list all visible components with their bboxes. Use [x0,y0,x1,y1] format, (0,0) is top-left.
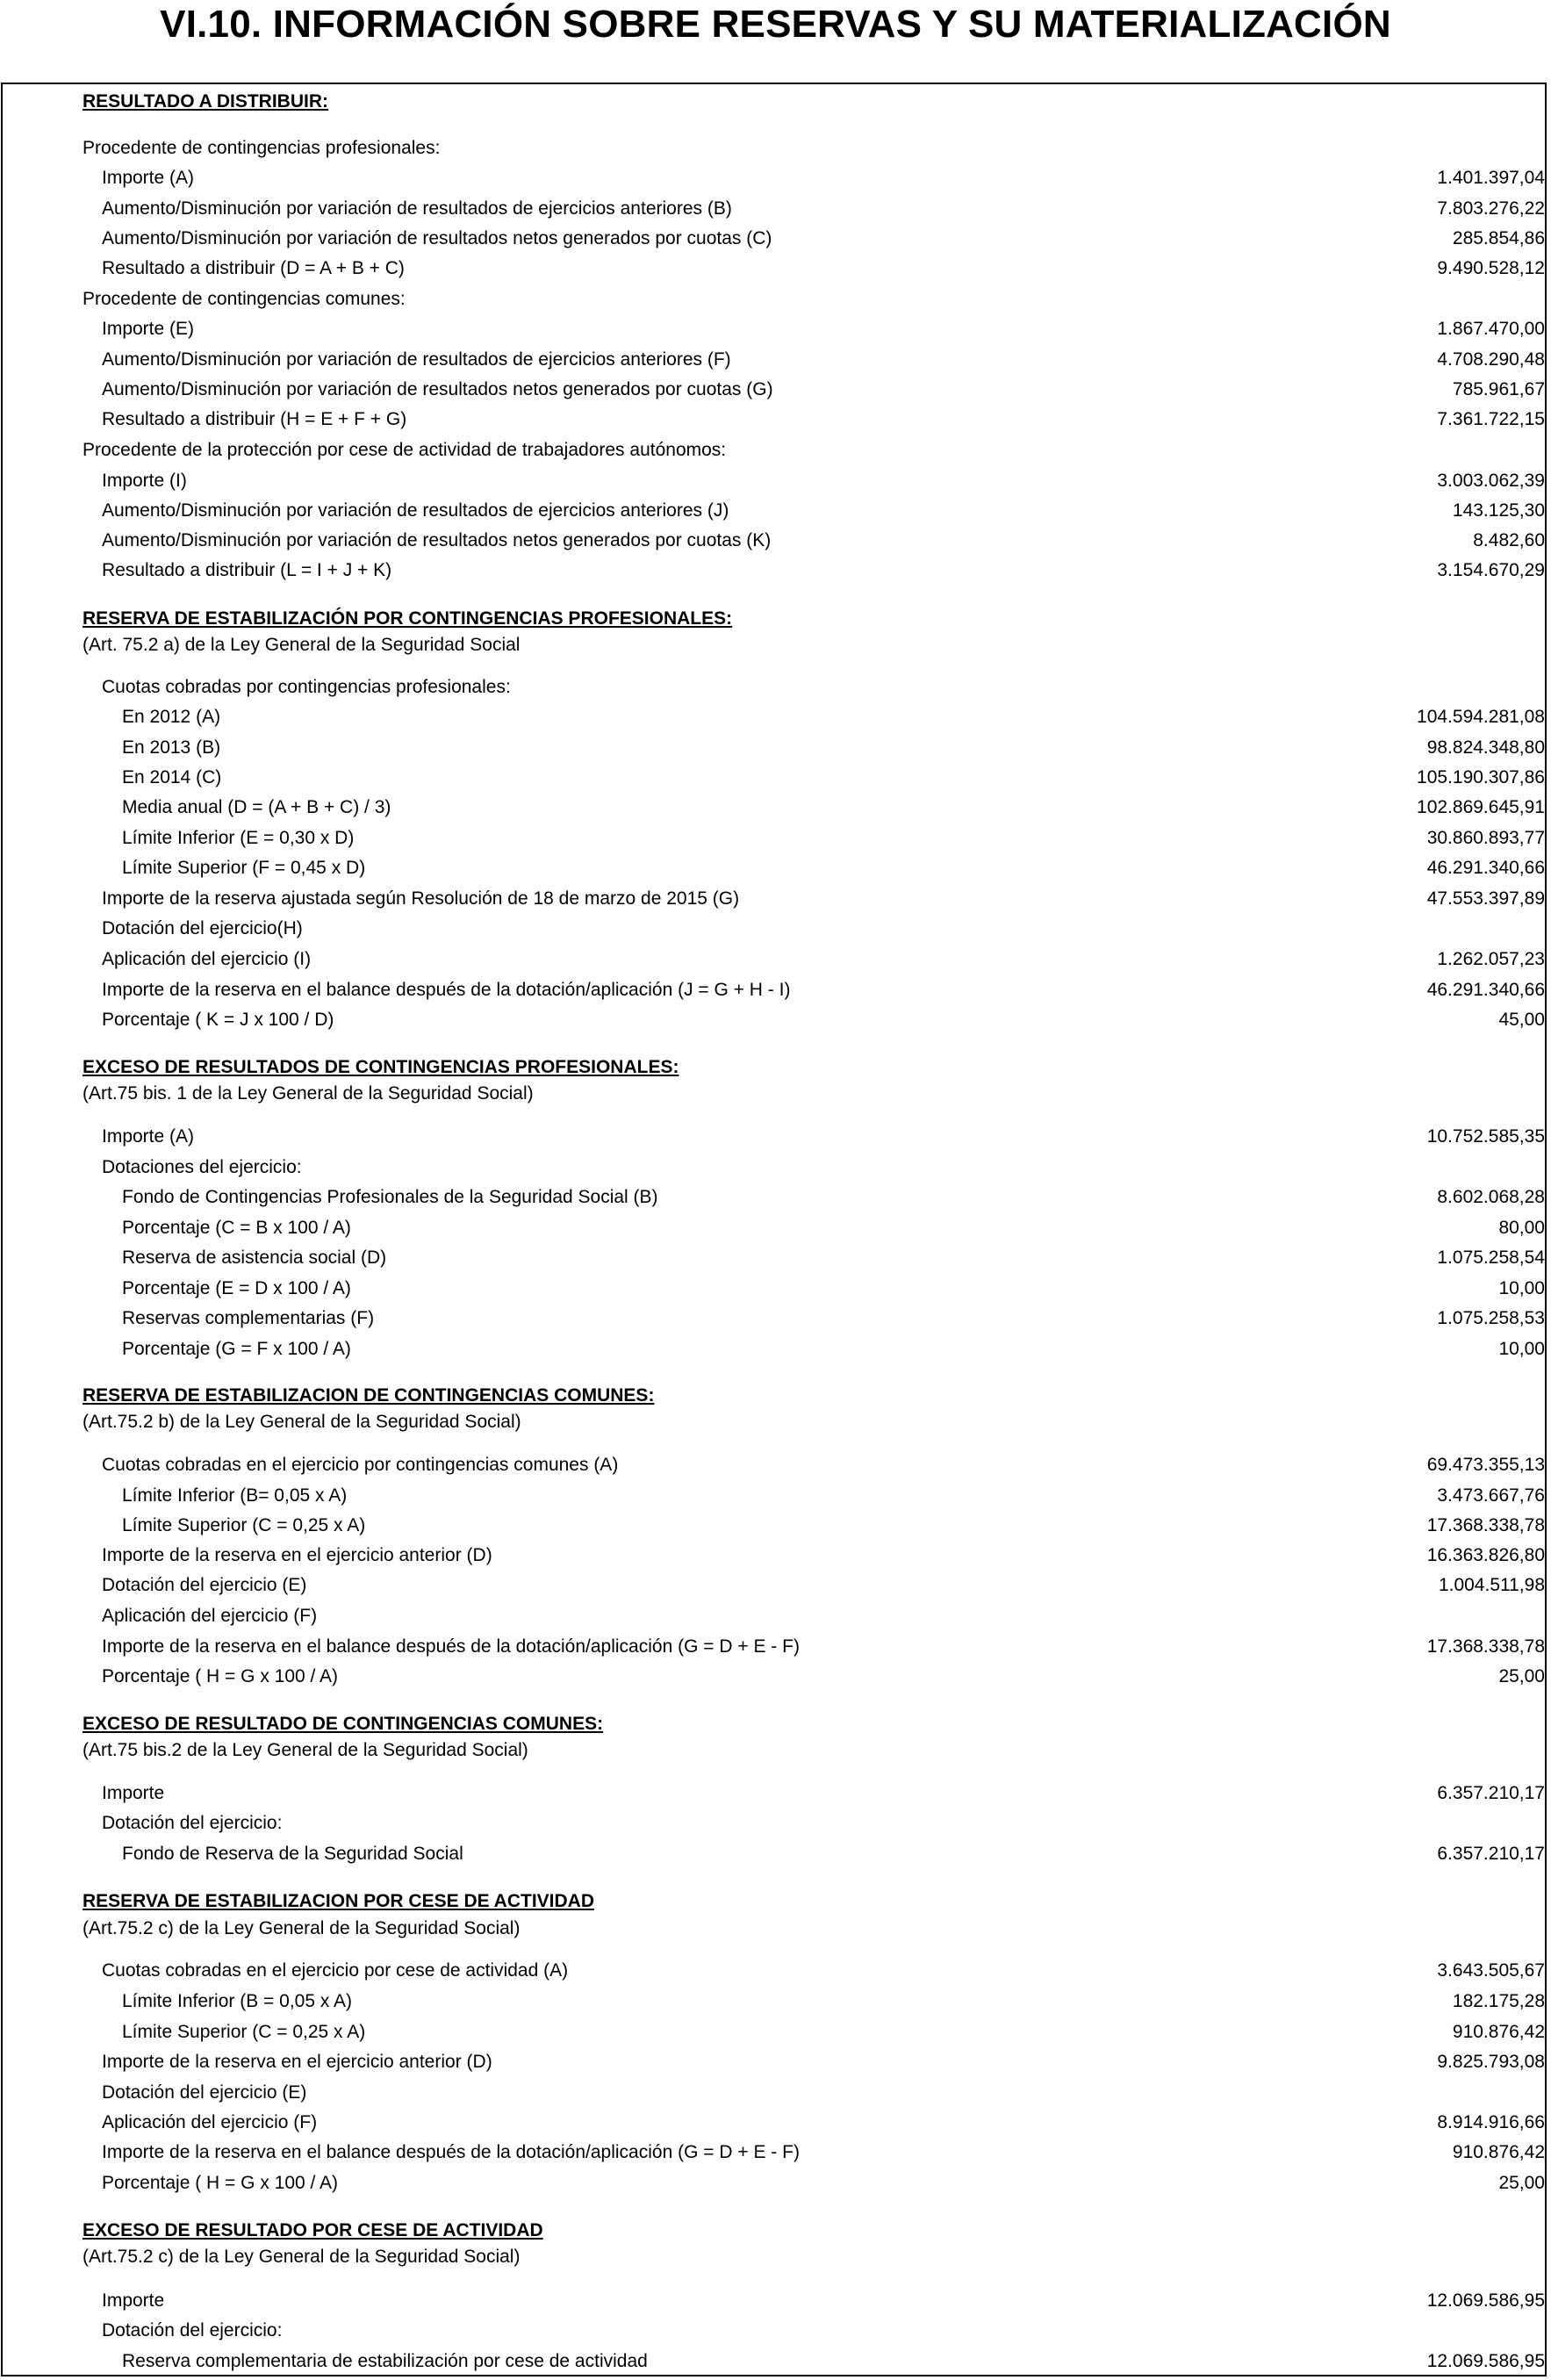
row-label: Porcentaje (C = B x 100 / A) [122,1218,351,1238]
table-row [83,2017,1547,2047]
row-label: Límite Superior (C = 0,25 x A) [122,1515,366,1535]
table-row [83,975,1547,1005]
row-value: 143.125,30 [1452,500,1545,521]
row-value: 46.291.340,66 [1426,980,1545,1000]
row-value: 10.752.585,35 [1426,1126,1545,1147]
row-value: 910.876,42 [1452,2142,1545,2162]
table-row [83,133,1547,163]
row-label: Límite Superior (C = 0,25 x A) [122,2022,366,2042]
row-label: Importe (A) [102,168,195,188]
row-value: 3.154.670,29 [1437,560,1545,580]
table-row [83,945,1547,974]
row-label: (Art.75 bis. 1 de la Ley General de la Seguridad Social) [83,1083,534,1104]
row-label: Aplicación del ejercicio (F) [102,2112,318,2132]
row-label: Importe (I) [102,471,187,491]
table-row [83,2347,1547,2376]
table-row [83,2138,1547,2168]
table-row [83,1632,1547,1662]
row-label: Fondo de Contingencias Profesionales de la Seguridad Social (B) [122,1187,658,1207]
table-row [83,284,1547,314]
row-label: Límite Inferior (E = 0,30 x D) [122,828,355,848]
row-label: Resultado a distribuir (D = A + B + C) [102,258,405,278]
row-value: 25,00 [1498,2173,1545,2193]
table-row [83,1956,1547,1986]
row-label: Aumento/Disminución por variación de resultados de ejercicios anteriores (J) [102,500,729,521]
row-label: Fondo de Reserva de la Seguridad Social [122,1844,463,1864]
row-value: 17.368.338,78 [1426,1515,1545,1535]
row-value: 47.553.397,89 [1426,888,1545,909]
table-row [83,405,1547,435]
table-row [83,1808,1547,1838]
section-header-row [83,1381,1547,1411]
row-label: Importe [102,1783,165,1803]
row-label: Aumento/Disminución por variación de resultados de ejercicios anteriores (F) [102,349,731,370]
row-label: Importe de la reserva ajustada según Resolución de 18 de marzo de 2015 (G) [102,888,740,909]
row-value: 69.473.355,13 [1426,1455,1545,1475]
row-value: 16.363.826,80 [1426,1545,1545,1565]
row-value: 7.803.276,22 [1437,198,1545,219]
row-label: Límite Superior (F = 0,45 x D) [122,858,366,878]
row-label: Importe (E) [102,319,195,339]
table-row [83,1122,1547,1152]
row-label: Procedente de la protección por cese de actividad de trabajadores autónomos: [83,440,727,460]
row-value: 6.357.210,17 [1437,1844,1545,1864]
table-row [83,254,1547,284]
row-value: 1.004.511,98 [1438,1575,1545,1595]
row-label: Procedente de contingencias comunes: [83,289,406,309]
row-value: 1.262.057,23 [1437,949,1545,969]
table-row [83,345,1547,375]
row-label: Importe de la reserva en el balance después de la dotación/aplicación (G = D + E - F) [102,2142,800,2162]
section-header-row [83,1887,1547,1916]
table-row [83,1662,1547,1692]
table-row [83,1736,1547,1765]
table-row [83,496,1547,526]
row-label: Porcentaje ( H = G x 100 / A) [102,1666,339,1686]
table-row [83,375,1547,405]
row-label: Porcentaje ( K = J x 100 / D) [102,1010,334,1030]
row-label: Importe de la reserva en el balance después de la dotación/aplicación (G = D + E - F) [102,1636,800,1657]
section-header-row [83,604,1547,634]
row-value: 98.824.348,80 [1426,737,1545,758]
row-label: Cuotas cobradas por contingencias profesionales: [102,677,511,697]
table-row [83,556,1547,586]
section-title: EXCESO DE RESULTADO POR CESE DE ACTIVIDAD [83,2220,543,2240]
section-header-row [83,87,1547,117]
section-title: EXCESO DE RESULTADO DE CONTINGENCIAS COMUNES: [83,1714,604,1734]
table-row [83,1407,1547,1437]
row-label: Importe de la reserva en el ejercicio anterior (D) [102,1545,492,1565]
page-title: VI.10. INFORMACIÓN SOBRE RESERVAS Y SU MATERIALIZACIÓN [160,3,1391,46]
row-label: Importe de la reserva en el ejercicio anterior (D) [102,2052,492,2072]
table-row [83,1334,1547,1364]
row-label: Procedente de contingencias profesionales: [83,138,441,158]
table-row [83,466,1547,496]
row-value: 910.876,42 [1452,2022,1545,2042]
table-row [83,1481,1547,1511]
row-value: 46.291.340,66 [1426,858,1545,878]
table-row [83,1005,1547,1035]
row-value: 12.069.586,95 [1426,2290,1545,2311]
row-value: 10,00 [1498,1278,1545,1298]
table-row [83,2316,1547,2346]
row-label: Cuotas cobradas en el ejercicio por contingencias comunes (A) [102,1455,619,1475]
row-label: Aumento/Disminución por variación de resultados netos generados por cuotas (G) [102,379,773,399]
table-row [83,823,1547,853]
table-row [83,1839,1547,1869]
row-label: Dotación del ejercicio(H) [102,918,303,938]
table-row [83,1601,1547,1631]
table-row [83,2047,1547,2077]
row-label: Resultado a distribuir (H = E + F + G) [102,409,407,429]
row-value: 4.708.290,48 [1437,349,1545,370]
section-title: RESULTADO A DISTRIBUIR: [83,91,328,111]
table-row [83,1304,1547,1334]
row-label: Aplicación del ejercicio (F) [102,1606,318,1626]
table-row [83,194,1547,224]
row-label: Porcentaje (G = F x 100 / A) [122,1339,351,1359]
row-value: 105.190.307,86 [1417,767,1545,787]
row-label: Límite Inferior (B= 0,05 x A) [122,1485,348,1506]
section-title: RESERVA DE ESTABILIZACION POR CESE DE ACTIVIDAD [83,1891,595,1911]
section-title: EXCESO DE RESULTADOS DE CONTINGENCIAS PROFESIONALES: [83,1057,679,1077]
table-row [83,1243,1547,1273]
section-header-row [83,1053,1547,1082]
row-label: Dotaciones del ejercicio: [102,1157,302,1177]
row-label: Importe (A) [102,1126,195,1147]
row-value: 1.075.258,53 [1437,1308,1545,1328]
row-label: (Art.75 bis.2 de la Ley General de la Seguridad Social) [83,1740,528,1760]
row-value: 30.860.893,77 [1426,828,1545,848]
row-label: Cuotas cobradas en el ejercicio por cese de actividad (A) [102,1960,569,1981]
row-label: Media anual (D = (A + B + C) / 3) [122,797,391,817]
table-row [83,1541,1547,1571]
table-row [83,1274,1547,1304]
section-title: RESERVA DE ESTABILIZACIÓN POR CONTINGENCIAS PROFESIONALES: [83,608,733,629]
row-value: 104.594.281,08 [1417,707,1545,727]
table-row [83,702,1547,732]
table-row [83,2242,1547,2272]
row-value: 3.003.062,39 [1437,471,1545,491]
row-value: 7.361.722,15 [1437,409,1545,429]
row-value: 102.869.645,91 [1417,797,1545,817]
table-row [83,884,1547,914]
row-value: 8.602.068,28 [1437,1187,1545,1207]
row-value: 45,00 [1498,1010,1545,1030]
row-label: Aplicación del ejercicio (I) [102,949,312,969]
table-row [83,2078,1547,2108]
table-row [83,1153,1547,1183]
row-value: 25,00 [1498,1666,1545,1686]
row-label: Resultado a distribuir (L = I + J + K) [102,560,392,580]
table-row [83,672,1547,702]
section-header-row [83,2216,1547,2246]
table-row [83,1779,1547,1808]
row-label: Porcentaje (E = D x 100 / A) [122,1278,351,1298]
table-row [83,1450,1547,1480]
row-label: Aumento/Disminución por variación de resultados netos generados por cuotas (K) [102,530,772,550]
table-row [83,1987,1547,2017]
table-row [83,224,1547,254]
row-label: En 2014 (C) [122,767,222,787]
row-label: (Art.75.2 c) de la Ley General de la Seguridad Social) [83,1918,521,1938]
row-label: Aumento/Disminución por variación de resultados de ejercicios anteriores (B) [102,198,732,219]
row-label: Importe [102,2290,165,2311]
row-label: (Art.75.2 c) de la Ley General de la Seguridad Social) [83,2247,521,2267]
table-row [83,2108,1547,2138]
section-title: RESERVA DE ESTABILIZACION DE CONTINGENCIAS COMUNES: [83,1385,655,1406]
row-label: Dotación del ejercicio (E) [102,1575,307,1595]
table-row [83,733,1547,763]
row-label: Porcentaje ( H = G x 100 / A) [102,2173,339,2193]
table-row [83,1511,1547,1541]
row-value: 785.961,67 [1452,379,1545,399]
table-row [83,1571,1547,1600]
row-label: Límite Inferior (B = 0,05 x A) [122,1991,353,2011]
table-row [83,435,1547,465]
row-label: Aumento/Disminución por variación de resultados netos generados por cuotas (C) [102,228,772,248]
row-label: Dotación del ejercicio: [102,1813,283,1833]
table-row [83,853,1547,883]
table-row [83,793,1547,823]
row-value: 9.825.793,08 [1437,2052,1545,2072]
table-row [83,763,1547,793]
row-label: (Art.75.2 b) de la Ley General de la Seguridad Social) [83,1412,521,1432]
row-value: 9.490.528,12 [1437,258,1545,278]
row-value: 1.867.470,00 [1437,319,1545,339]
row-value: 10,00 [1498,1339,1545,1359]
row-value: 285.854,86 [1452,228,1545,248]
row-value: 1.075.258,54 [1437,1248,1545,1268]
row-label: Dotación del ejercicio (E) [102,2082,307,2103]
row-value: 12.069.586,95 [1426,2351,1545,2371]
row-value: 8.914.916,66 [1437,2112,1545,2132]
table-row [83,163,1547,193]
row-label: (Art. 75.2 a) de la Ley General de la Seguridad Social [83,635,521,655]
row-label: En 2012 (A) [122,707,221,727]
row-label: Reservas complementarias (F) [122,1308,375,1328]
row-value: 17.368.338,78 [1426,1636,1545,1657]
table-row [83,1213,1547,1243]
row-value: 8.482,60 [1473,530,1545,550]
row-label: Dotación del ejercicio: [102,2320,283,2340]
table-row [83,2168,1547,2198]
table-row [83,630,1547,660]
row-value: 3.643.505,67 [1437,1960,1545,1981]
row-value: 3.473.667,76 [1437,1485,1545,1506]
row-label: En 2013 (B) [122,737,221,758]
table-row [83,1914,1547,1944]
table-row [83,1079,1547,1109]
table-row [83,2286,1547,2316]
row-label: Reserva de asistencia social (D) [122,1248,387,1268]
row-label: Importe de la reserva en el balance después de la dotación/aplicación (J = G + H - I) [102,980,791,1000]
table-row [83,1183,1547,1212]
table-row [83,914,1547,944]
row-value: 182.175,28 [1452,1991,1545,2011]
row-value: 80,00 [1498,1218,1545,1238]
section-header-row [83,1709,1547,1739]
table-row [83,526,1547,556]
row-value: 6.357.210,17 [1437,1783,1545,1803]
row-value: 1.401.397,04 [1437,168,1545,188]
table-row [83,314,1547,344]
row-label: Reserva complementaria de estabilización por cese de actividad [122,2351,648,2371]
